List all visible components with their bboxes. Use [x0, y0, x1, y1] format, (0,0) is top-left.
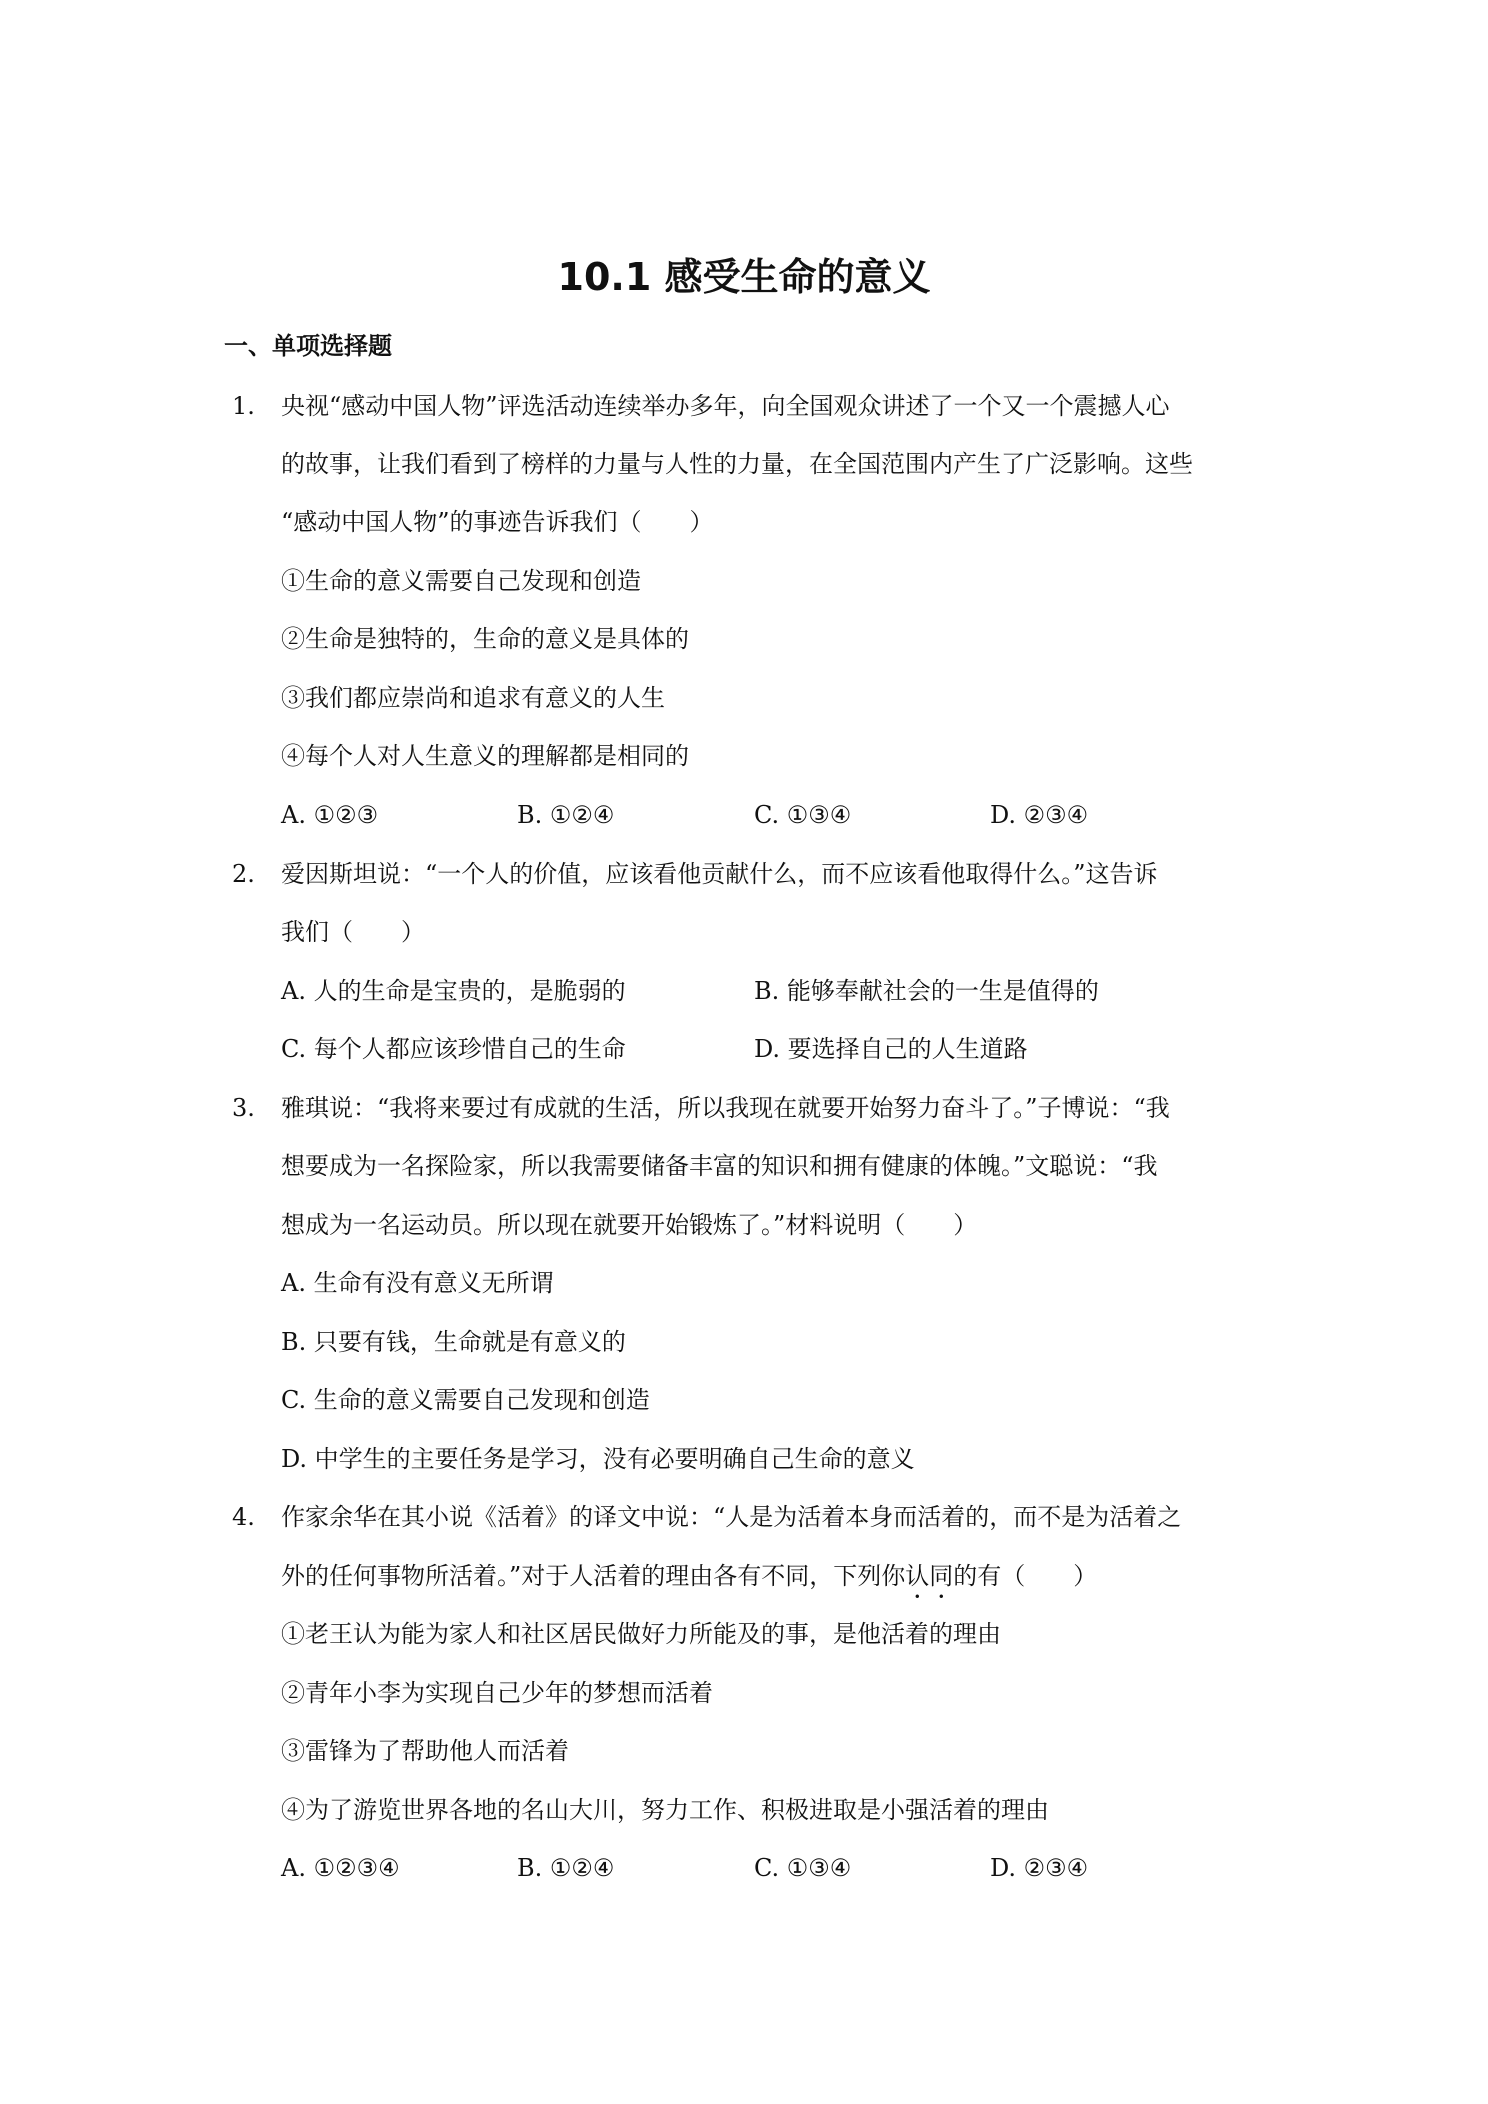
statement-item: ②青年小李为实现自己少年的梦想而活着 — [281, 1679, 713, 1707]
question-text-line: 的故事，让我们看到了榜样的力量与人性的力量，在全国范围内产生了广泛影响。这些 — [281, 450, 1193, 478]
option-c: C. 每个人都应该珍惜自己的生命 — [281, 1035, 626, 1063]
page-title: 10.1 感受生命的意义 — [557, 255, 931, 299]
option-a: A. 人的生命是宝贵的，是脆弱的 — [281, 977, 626, 1005]
option-c: C. 生命的意义需要自己发现和创造 — [281, 1386, 650, 1414]
section-heading: 一、单项选择题 — [224, 332, 392, 360]
statement-item: ③雷锋为了帮助他人而活着 — [281, 1737, 569, 1765]
option-d: D. ②③④ — [990, 801, 1089, 829]
option-b: B. ①②④ — [517, 801, 615, 829]
question-text-line: 想要成为一名探险家，所以我需要储备丰富的知识和拥有健康的体魄。”文聪说：“我 — [281, 1152, 1158, 1180]
question-text-line: 想成为一名运动员。所以现在就要开始锻炼了。”材料说明（ ） — [281, 1211, 978, 1239]
question-number: 2. — [232, 860, 255, 888]
question-number: 1. — [232, 392, 255, 420]
emphasized-word: 认同 — [905, 1562, 954, 1590]
option-d: D. 中学生的主要任务是学习，没有必要明确自己生命的意义 — [281, 1445, 915, 1473]
question-text-line: 雅琪说：“我将来要过有成就的生活，所以我现在就要开始努力奋斗了。”子博说：“我 — [281, 1094, 1170, 1122]
option-a: A. 生命有没有意义无所谓 — [281, 1269, 554, 1297]
question-text-line: 央视“感动中国人物”评选活动连续举办多年，向全国观众讲述了一个又一个震撼人心 — [281, 392, 1170, 420]
statement-item: ②生命是独特的，生命的意义是具体的 — [281, 625, 689, 653]
option-c: C. ①③④ — [754, 1854, 852, 1882]
question-text-line: “感动中国人物”的事迹告诉我们（ ） — [281, 508, 714, 536]
option-b: B. 能够奉献社会的一生是值得的 — [754, 977, 1099, 1005]
question-text-line: 作家余华在其小说《活着》的译文中说：“人是为活着本身而活着的，而不是为活着之 — [281, 1503, 1182, 1531]
question-text-segment: 的有（ ） — [953, 1562, 1098, 1590]
option-a: A. ①②③④ — [281, 1854, 400, 1882]
option-b: B. 只要有钱，生命就是有意义的 — [281, 1328, 626, 1356]
statement-item: ④每个人对人生意义的理解都是相同的 — [281, 742, 689, 770]
option-a: A. ①②③ — [281, 801, 379, 829]
option-b: B. ①②④ — [517, 1854, 615, 1882]
question-number: 3. — [232, 1094, 255, 1122]
statement-item: ①老王认为能为家人和社区居民做好力所能及的事，是他活着的理由 — [281, 1620, 1001, 1648]
question-text-segment: 外的任何事物所活着。”对于人活着的理由各有不同，下列你 — [281, 1562, 906, 1590]
option-d: D. 要选择自己的人生道路 — [754, 1035, 1028, 1063]
question-text-line: 我们（ ） — [281, 918, 425, 946]
question-number: 4. — [232, 1503, 255, 1531]
statement-item: ①生命的意义需要自己发现和创造 — [281, 567, 641, 595]
question-text-line — [281, 1560, 1097, 1604]
question-text-line: 爱因斯坦说：“一个人的价值，应该看他贡献什么，而不应该看他取得什么。”这告诉 — [281, 860, 1158, 888]
option-c: C. ①③④ — [754, 801, 852, 829]
statement-item: ③我们都应崇尚和追求有意义的人生 — [281, 684, 665, 712]
statement-item: ④为了游览世界各地的名山大川，努力工作、积极进取是小强活着的理由 — [281, 1796, 1049, 1824]
option-d: D. ②③④ — [990, 1854, 1089, 1882]
